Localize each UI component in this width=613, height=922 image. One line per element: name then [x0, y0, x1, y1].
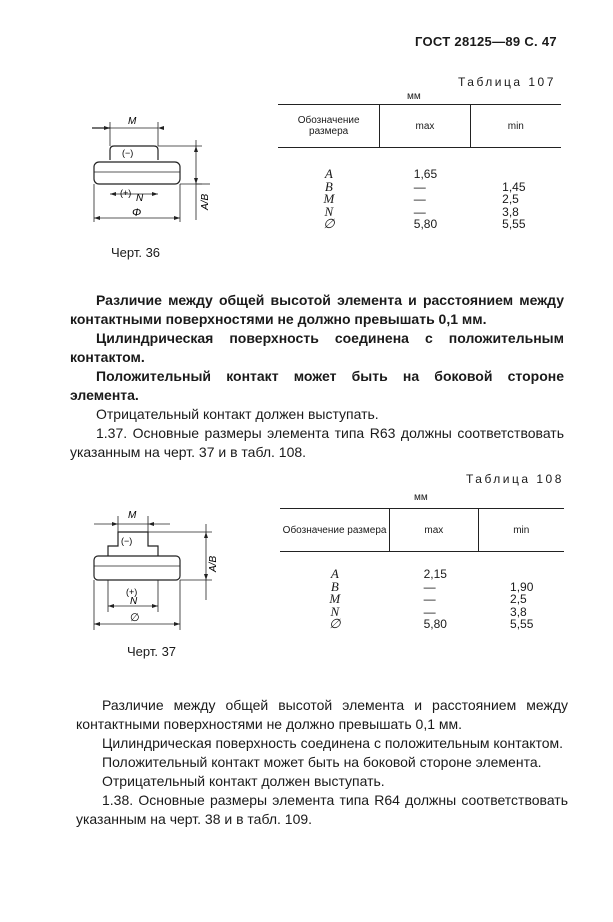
- label-minus: (−): [122, 148, 134, 158]
- text-block-2: [76, 696, 568, 829]
- label-n: N: [136, 193, 144, 204]
- table-108-caption: Таблица 108: [466, 472, 564, 486]
- paragraph: Цилиндрическая поверхность соединена с положительным контактом.: [70, 330, 564, 365]
- paragraph: 1.38. Основные размеры элемента типа R64 должны соответствовать указанным на черт. 38 и в табл. 109.: [76, 792, 568, 827]
- paragraph: Положительный контакт может быть на боковой стороне элемента.: [70, 368, 564, 403]
- col-header-max: max: [390, 509, 478, 552]
- col-header-designation: Обозначение размера: [280, 509, 390, 552]
- col-header-max: max: [380, 105, 470, 148]
- label-m: M: [128, 116, 137, 127]
- col-header-min: min: [470, 105, 561, 148]
- label-m: M: [128, 510, 137, 521]
- table-row: A 2,15: [330, 566, 447, 581]
- table-107-caption: Таблица 107: [458, 75, 556, 89]
- table-108-units: мм: [414, 492, 428, 503]
- table-107-units: мм: [407, 91, 421, 102]
- col-header-designation: Обозначение размера: [278, 105, 380, 148]
- paragraph: Отрицательный контакт должен выступать.: [102, 773, 385, 789]
- table-row: N — 3,8: [324, 203, 519, 219]
- body-outline: [94, 162, 180, 184]
- label-ab: A/B: [200, 193, 211, 210]
- label-plus: (+): [126, 587, 138, 597]
- table-row: N — 3,8: [330, 603, 527, 619]
- label-phi: Φ: [132, 207, 142, 219]
- paragraph: Различие между общей высотой элемента и расстоянием между контактными поверхностями не должно превышать 0,1 мм.: [70, 292, 564, 327]
- label-plus: (+): [120, 188, 132, 198]
- page-header: ГОСТ 28125—89 С. 47: [415, 34, 557, 49]
- label-n: N: [130, 596, 138, 607]
- paragraph: Отрицательный контакт должен выступать.: [96, 406, 379, 422]
- figure-37-caption: Черт. 37: [127, 644, 177, 659]
- text-block-1: [70, 291, 564, 462]
- figure-36-drawing: [80, 110, 220, 250]
- table-row: ∅ 5,80 5,55: [329, 616, 534, 631]
- body-outline: [94, 556, 180, 580]
- figure-36-caption: Черт. 36: [111, 245, 161, 260]
- col-header-min: min: [478, 509, 564, 552]
- table-row: M — 2,5: [323, 191, 519, 206]
- cap-outline: [108, 532, 158, 556]
- label-ab: A/B: [208, 555, 219, 572]
- cap-outline: [110, 146, 158, 160]
- table-108: [280, 508, 564, 631]
- table-row: B — 1,90: [330, 578, 534, 594]
- table-row: A 1,65: [324, 166, 438, 181]
- table-107: [278, 104, 561, 231]
- paragraph: Различие между общей высотой элемента и расстоянием между контактными поверхностями не должно превышать 0,1 мм.: [76, 697, 568, 732]
- paragraph: 1.37. Основные размеры элемента типа R63 должны соответствовать указанным на черт. 37 и в табл. 108.: [70, 425, 564, 460]
- table-row: B — 1,45: [324, 178, 526, 194]
- paragraph: Положительный контакт может быть на боковой стороне элемента.: [102, 754, 542, 770]
- label-phi: ∅: [130, 612, 140, 624]
- table-row: ∅ 5,80 5,55: [323, 216, 526, 231]
- paragraph: Цилиндрическая поверхность соединена с положительным контактом.: [102, 735, 564, 751]
- figure-37-drawing: [80, 508, 220, 640]
- label-minus: (−): [121, 536, 133, 546]
- table-row: M — 2,5: [329, 591, 527, 606]
